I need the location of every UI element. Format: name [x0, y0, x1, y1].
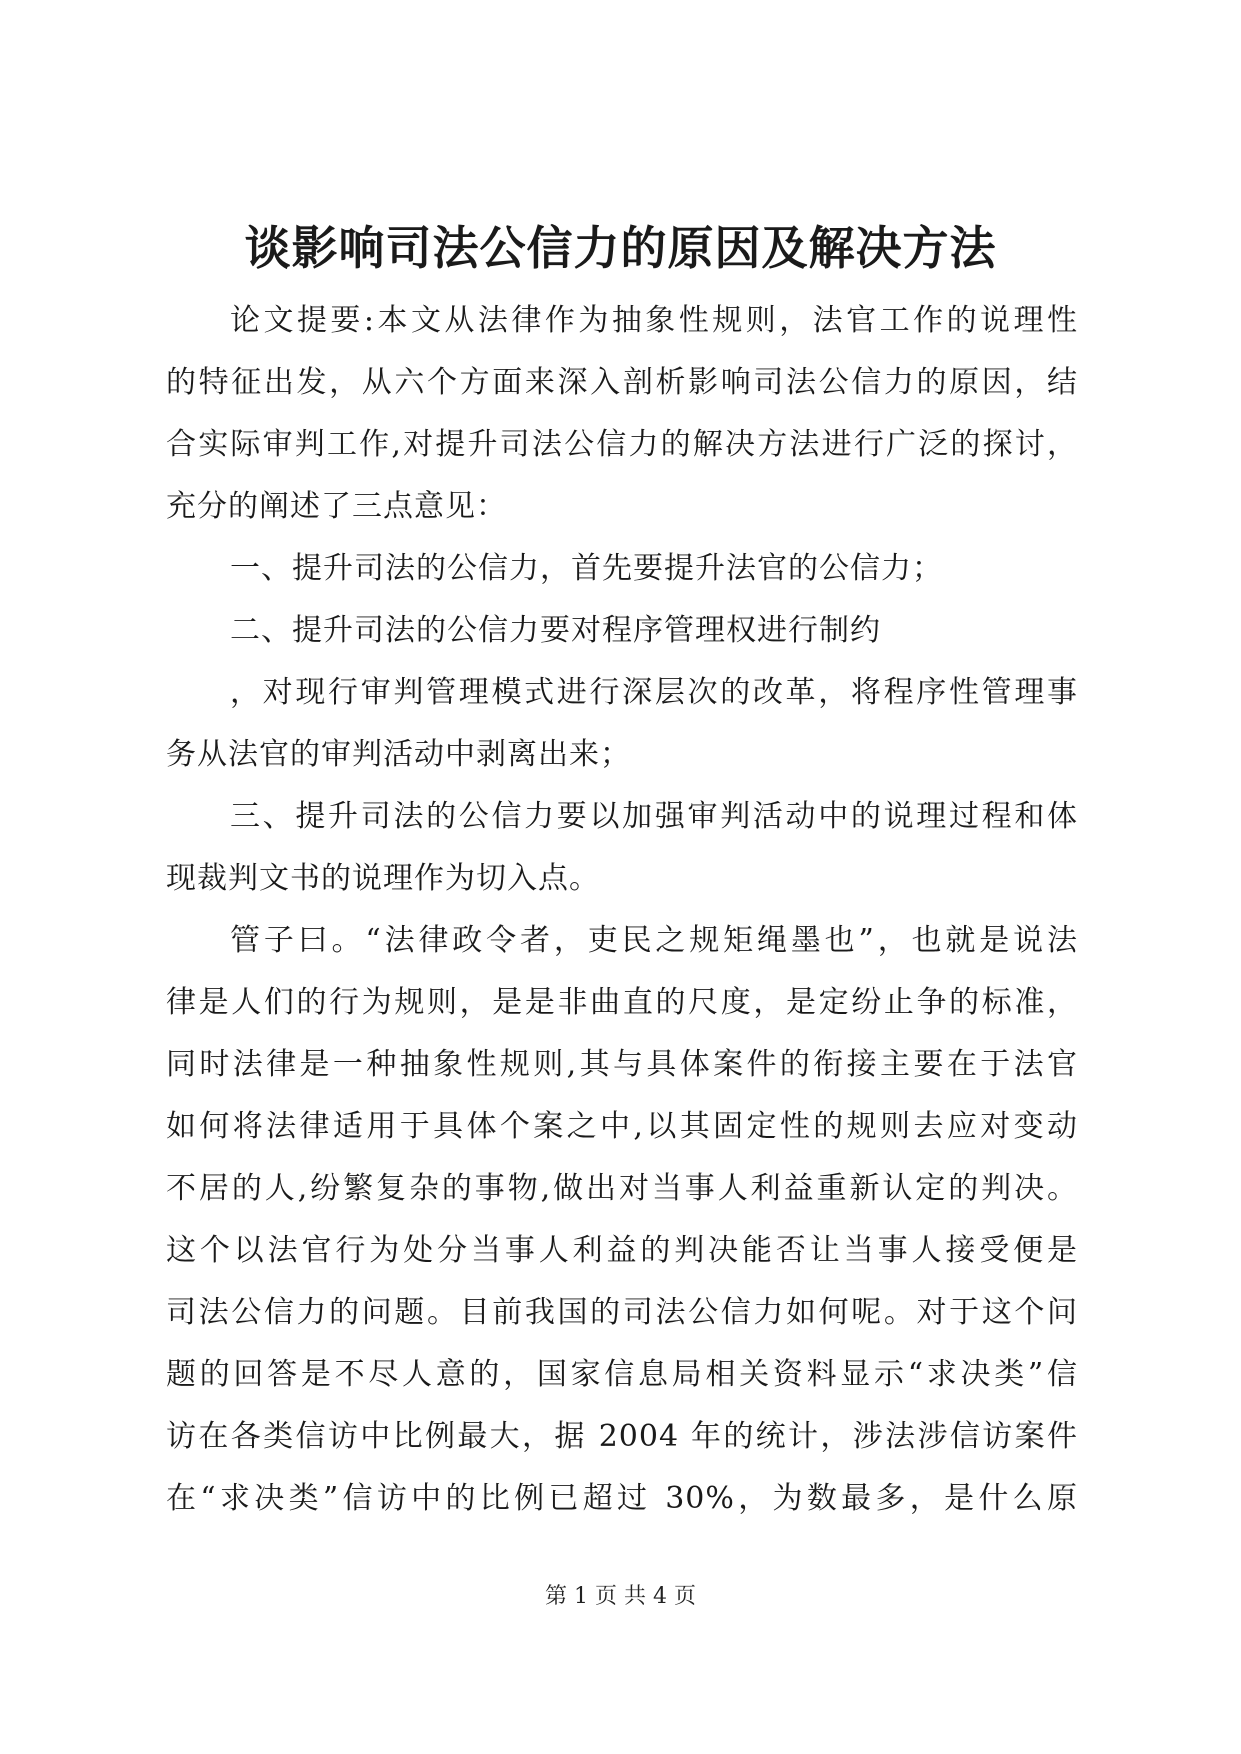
paragraph-line: 三、提升司法的公信力要以加强审判活动中的说理过程和体 [230, 799, 1078, 834]
document-title: 谈影响司法公信力的原因及解决方法 [244, 221, 997, 275]
paragraph-line: ，对现行审判管理模式进行深层次的改革，将程序性管理事 [230, 675, 1078, 710]
paragraph-line: 合实际审判工作,对提升司法公信力的解决方法进行广泛的探讨， [166, 427, 1078, 462]
paragraph-line: 律是人们的行为规则，是是非曲直的尺度，是定纷止争的标准， [166, 985, 1078, 1020]
paragraph-line: 这个以法官行为处分当事人利益的判决能否让当事人接受便是 [166, 1233, 1078, 1268]
paragraph-line: 在“求决类”信访中的比例已超过 30%，为数最多，是什么原 [166, 1481, 1078, 1516]
paragraph-line: 充分的阐述了三点意见： [166, 489, 507, 524]
paragraph-line: 论文提要:本文从法律作为抽象性规则，法官工作的说理性 [230, 303, 1078, 338]
page-number: 第 1 页 共 4 页 [545, 1584, 696, 1609]
paragraph-line: 的特征出发，从六个方面来深入剖析影响司法公信力的原因，结 [166, 365, 1078, 400]
paragraph-line: 司法公信力的问题。目前我国的司法公信力如何呢。对于这个问 [166, 1295, 1078, 1330]
paragraph-line: 二、提升司法的公信力要对程序管理权进行制约 [230, 613, 881, 648]
document-body [166, 290, 1078, 1530]
paragraph-line: 现裁判文书的说理作为切入点。 [166, 861, 600, 896]
paragraph-line: 同时法律是一种抽象性规则,其与具体案件的衔接主要在于法官 [166, 1047, 1078, 1082]
paragraph-line: 管子曰。“法律政令者，吏民之规矩绳墨也”，也就是说法 [230, 923, 1078, 958]
paragraph-line: 一、提升司法的公信力，首先要提升法官的公信力； [230, 551, 943, 586]
paragraph-line: 务从法官的审判活动中剥离出来； [166, 737, 631, 772]
paragraph-line: 访在各类信访中比例最大，据 2004 年的统计，涉法涉信访案件 [166, 1419, 1078, 1454]
paragraph-line: 如何将法律适用于具体个案之中,以其固定性的规则去应对变动 [166, 1109, 1078, 1144]
paragraph-line: 不居的人,纷繁复杂的事物,做出对当事人利益重新认定的判决。 [166, 1171, 1078, 1206]
paragraph-line: 题的回答是不尽人意的，国家信息局相关资料显示“求决类”信 [166, 1357, 1078, 1392]
